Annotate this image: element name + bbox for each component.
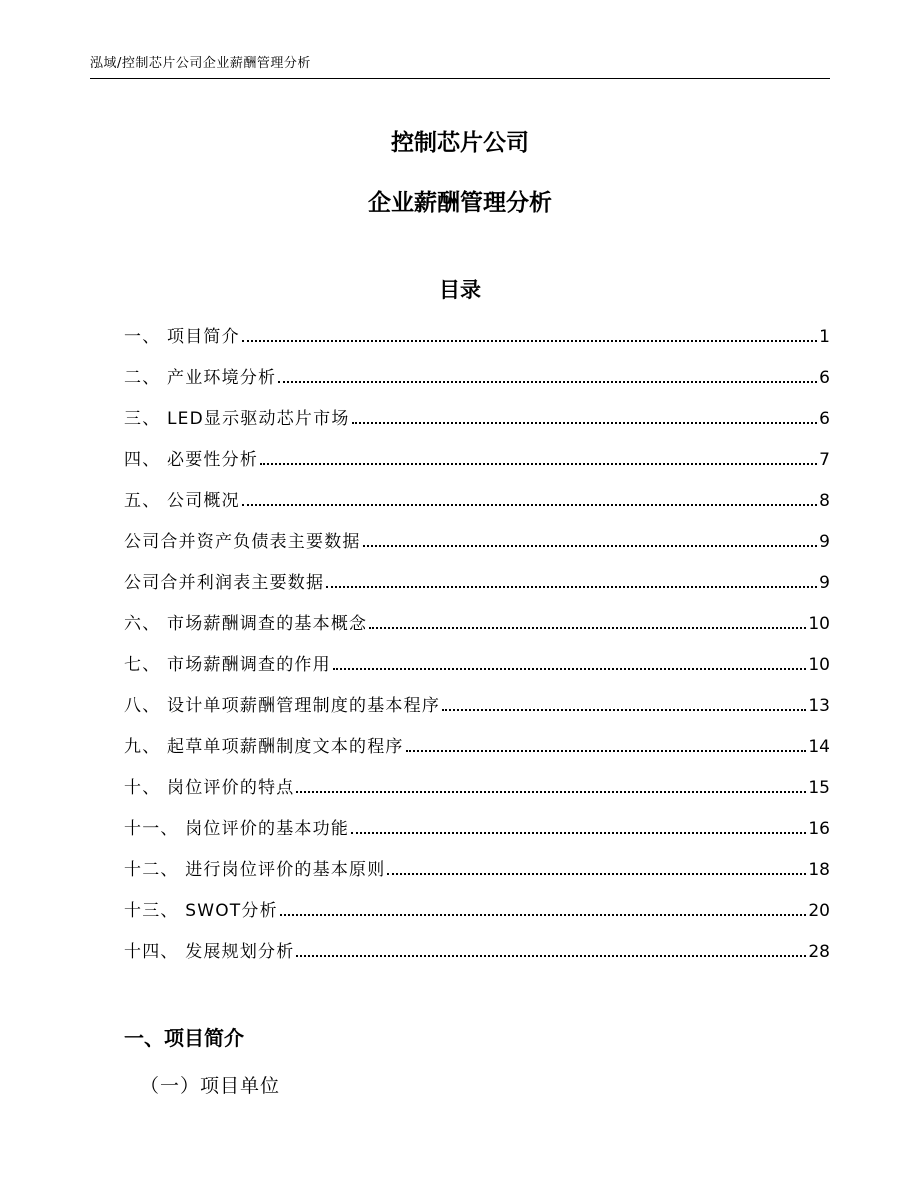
toc-entry-number: 五、 xyxy=(124,491,168,511)
toc-entry-title: 岗位评价的特点 xyxy=(167,778,295,798)
document-title-line2: 企业薪酬管理分析 xyxy=(368,190,552,216)
toc-entry-number: 六、 xyxy=(124,614,168,634)
toc-entry-title: 设计单项薪酬管理制度的基本程序 xyxy=(167,696,441,716)
toc-entry-number: 三、 xyxy=(124,409,168,429)
toc-entry[interactable] xyxy=(124,855,830,896)
toc-entry-number: 十四、 xyxy=(124,942,186,962)
toc-entry-page-number: 15 xyxy=(808,778,830,798)
toc-entry-page-number: 14 xyxy=(808,737,830,757)
toc-entry-number: 四、 xyxy=(124,450,168,470)
toc-dot-leader xyxy=(369,627,806,629)
toc-entry-title: 发展规划分析 xyxy=(185,942,295,962)
toc-dot-leader xyxy=(242,504,817,506)
toc-entry-number: 十三、 xyxy=(124,901,186,921)
toc-entry[interactable] xyxy=(124,937,830,978)
toc-entry-title: SWOT分析 xyxy=(185,901,278,921)
toc-entry[interactable] xyxy=(124,445,830,486)
toc-entry-page-number: 20 xyxy=(808,901,830,921)
toc-dot-leader xyxy=(296,791,806,793)
toc-entry-page-number: 13 xyxy=(808,696,830,716)
toc-entry-title: 市场薪酬调查的基本概念 xyxy=(167,614,368,634)
toc-entry[interactable] xyxy=(124,527,830,568)
toc-entry[interactable] xyxy=(124,896,830,937)
table-of-contents xyxy=(124,322,830,978)
toc-entry-title: LED显示驱动芯片市场 xyxy=(167,409,350,429)
toc-dot-leader xyxy=(242,340,817,342)
section-heading: 一、项目简介 xyxy=(124,1026,244,1050)
toc-entry-number: 十、 xyxy=(124,778,168,798)
toc-dot-leader xyxy=(351,832,806,834)
toc-dot-leader xyxy=(406,750,807,752)
toc-entry[interactable] xyxy=(124,322,830,363)
toc-entry-page-number: 28 xyxy=(808,942,830,962)
toc-entry[interactable] xyxy=(124,609,830,650)
toc-entry-title: 项目简介 xyxy=(167,327,240,347)
toc-entry-page-number: 6 xyxy=(819,409,830,429)
toc-entry[interactable] xyxy=(124,363,830,404)
toc-entry-number: 十一、 xyxy=(124,819,186,839)
toc-entry-page-number: 7 xyxy=(819,450,830,470)
toc-entry-page-number: 9 xyxy=(819,573,830,593)
running-header: 泓域/控制芯片公司企业薪酬管理分析 xyxy=(90,52,830,79)
toc-entry-title: 岗位评价的基本功能 xyxy=(185,819,350,839)
toc-dot-leader xyxy=(352,422,818,424)
toc-entry-number: 二、 xyxy=(124,368,168,388)
toc-entry-page-number: 1 xyxy=(819,327,830,347)
toc-dot-leader xyxy=(333,668,807,670)
toc-entry[interactable] xyxy=(124,568,830,609)
toc-entry[interactable] xyxy=(124,486,830,527)
toc-entry[interactable] xyxy=(124,404,830,445)
toc-entry[interactable] xyxy=(124,773,830,814)
toc-entry-number: 十二、 xyxy=(124,860,186,880)
toc-heading: 目录 xyxy=(439,278,481,302)
toc-dot-leader xyxy=(326,586,817,588)
toc-entry-number: 一、 xyxy=(124,327,168,347)
toc-entry-page-number: 10 xyxy=(808,614,830,634)
toc-dot-leader xyxy=(296,955,806,957)
toc-dot-leader xyxy=(387,873,806,875)
document-title-line1: 控制芯片公司 xyxy=(391,130,529,156)
toc-dot-leader xyxy=(442,709,806,711)
toc-entry-title: 市场薪酬调查的作用 xyxy=(167,655,331,675)
toc-dot-leader xyxy=(280,914,807,916)
toc-entry-page-number: 16 xyxy=(808,819,830,839)
toc-entry-page-number: 10 xyxy=(808,655,830,675)
toc-entry-number: 九、 xyxy=(124,737,168,757)
toc-entry[interactable] xyxy=(124,732,830,773)
toc-dot-leader xyxy=(278,381,817,383)
toc-dot-leader xyxy=(363,545,818,547)
toc-entry[interactable] xyxy=(124,814,830,855)
toc-dot-leader xyxy=(260,463,817,465)
toc-entry[interactable] xyxy=(124,650,830,691)
toc-entry-title: 产业环境分析 xyxy=(167,368,277,388)
toc-entry-number: 七、 xyxy=(124,655,168,675)
toc-entry-title: 公司概况 xyxy=(167,491,240,511)
toc-entry-page-number: 8 xyxy=(819,491,830,511)
toc-entry-page-number: 18 xyxy=(808,860,830,880)
toc-entry-title: 起草单项薪酬制度文本的程序 xyxy=(167,737,404,757)
toc-entry-page-number: 9 xyxy=(819,532,830,552)
toc-entry-page-number: 6 xyxy=(819,368,830,388)
toc-entry-title: 公司合并资产负债表主要数据 xyxy=(124,532,361,552)
toc-entry-number: 八、 xyxy=(124,696,168,716)
subsection-heading: （一）项目单位 xyxy=(140,1075,281,1097)
toc-entry-title: 必要性分析 xyxy=(167,450,259,470)
toc-entry[interactable] xyxy=(124,691,830,732)
toc-entry-title: 进行岗位评价的基本原则 xyxy=(185,860,386,880)
toc-entry-title: 公司合并利润表主要数据 xyxy=(124,573,325,593)
